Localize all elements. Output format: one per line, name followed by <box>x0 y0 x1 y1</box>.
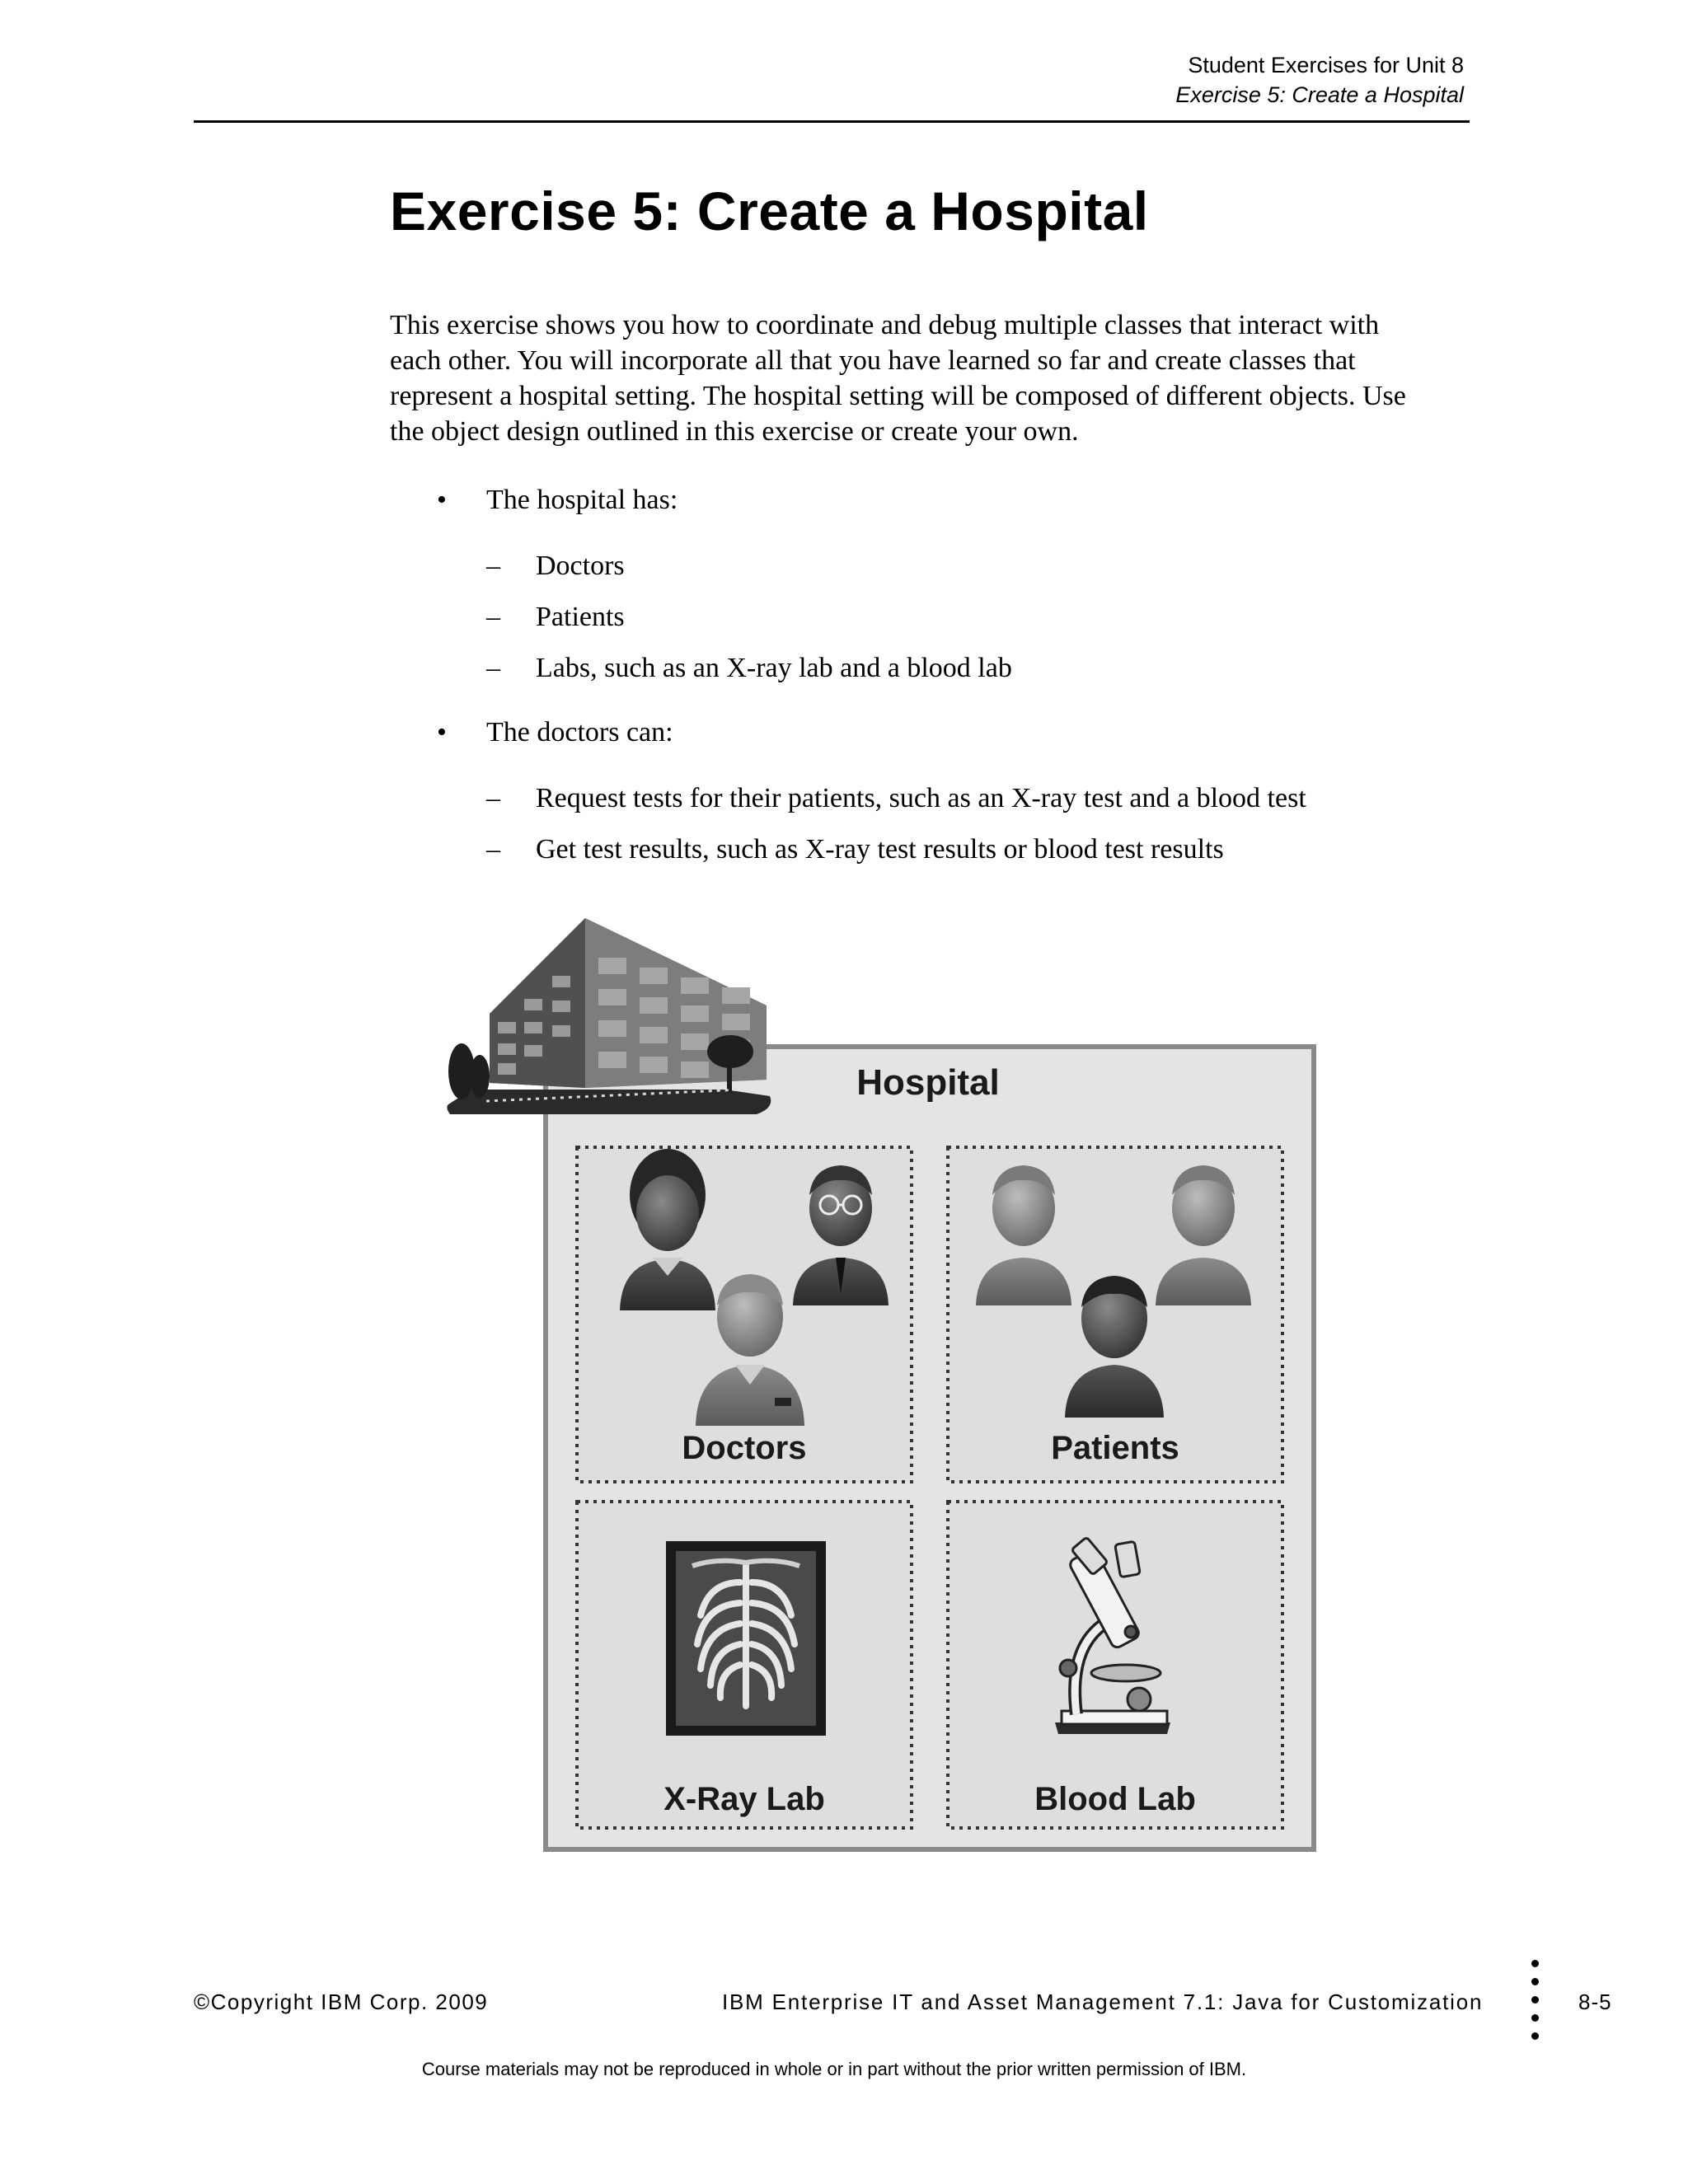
bullet-marker: • <box>437 717 447 748</box>
bullet-doctors-can: The doctors can: <box>486 717 673 748</box>
sub-item-patients: Patients <box>536 602 625 632</box>
xray-icon <box>666 1541 826 1736</box>
sub-item-request-tests: Request tests for their patients, such as an X-ray test and a blood test <box>536 783 1306 813</box>
blood-lab-label: Blood Lab <box>1034 1781 1196 1817</box>
dash-marker: – <box>486 551 500 581</box>
intro-line: represent a hospital setting. The hospital setting will be composed of different objects. Use <box>390 381 1406 411</box>
intro-line: This exercise shows you how to coordinate and debug multiple classes that interact with <box>390 310 1380 340</box>
patients-label: Patients <box>1051 1430 1179 1466</box>
bullet-hospital-has: The hospital has: <box>486 485 678 515</box>
sub-item-labs: Labs, such as an X-ray lab and a blood lab <box>536 653 1012 683</box>
doctors-label: Doctors <box>682 1430 807 1466</box>
xray-lab-label: X-Ray Lab <box>663 1781 825 1817</box>
sub-item-get-results: Get test results, such as X-ray test results or blood test results <box>536 834 1224 865</box>
bullet-marker: • <box>437 485 447 515</box>
intro-line: the object design outlined in this exercise or create your own. <box>390 416 1079 447</box>
dash-marker: – <box>486 653 500 683</box>
intro-line: each other. You will incorporate all that you have learned so far and create classes that <box>390 345 1356 376</box>
dash-marker: – <box>486 602 500 632</box>
footer-course: IBM Enterprise IT and Asset Management 7.1: Java for Customization <box>722 1990 1484 2014</box>
hospital-label: Hospital <box>856 1062 1000 1103</box>
page-title: Exercise 5: Create a Hospital <box>390 180 1149 241</box>
header-exercise: Exercise 5: Create a Hospital <box>1175 82 1464 107</box>
dash-marker: – <box>486 783 500 813</box>
sub-item-doctors: Doctors <box>536 551 625 581</box>
intro-paragraph <box>390 307 1478 449</box>
footer-copyright: ©Copyright IBM Corp. 2009 <box>194 1990 489 2014</box>
header-unit: Student Exercises for Unit 8 <box>1188 53 1464 77</box>
page-number: 8-5 <box>1578 1990 1612 2014</box>
footer-notice: Course materials may not be reproduced in whole or in part without the prior written permission of IBM. <box>421 2059 1247 2079</box>
hospital-diagram <box>429 907 1335 1863</box>
header-rule <box>194 120 1470 123</box>
dash-marker: – <box>486 834 500 865</box>
footer-dots-decoration <box>1531 1960 1541 2050</box>
